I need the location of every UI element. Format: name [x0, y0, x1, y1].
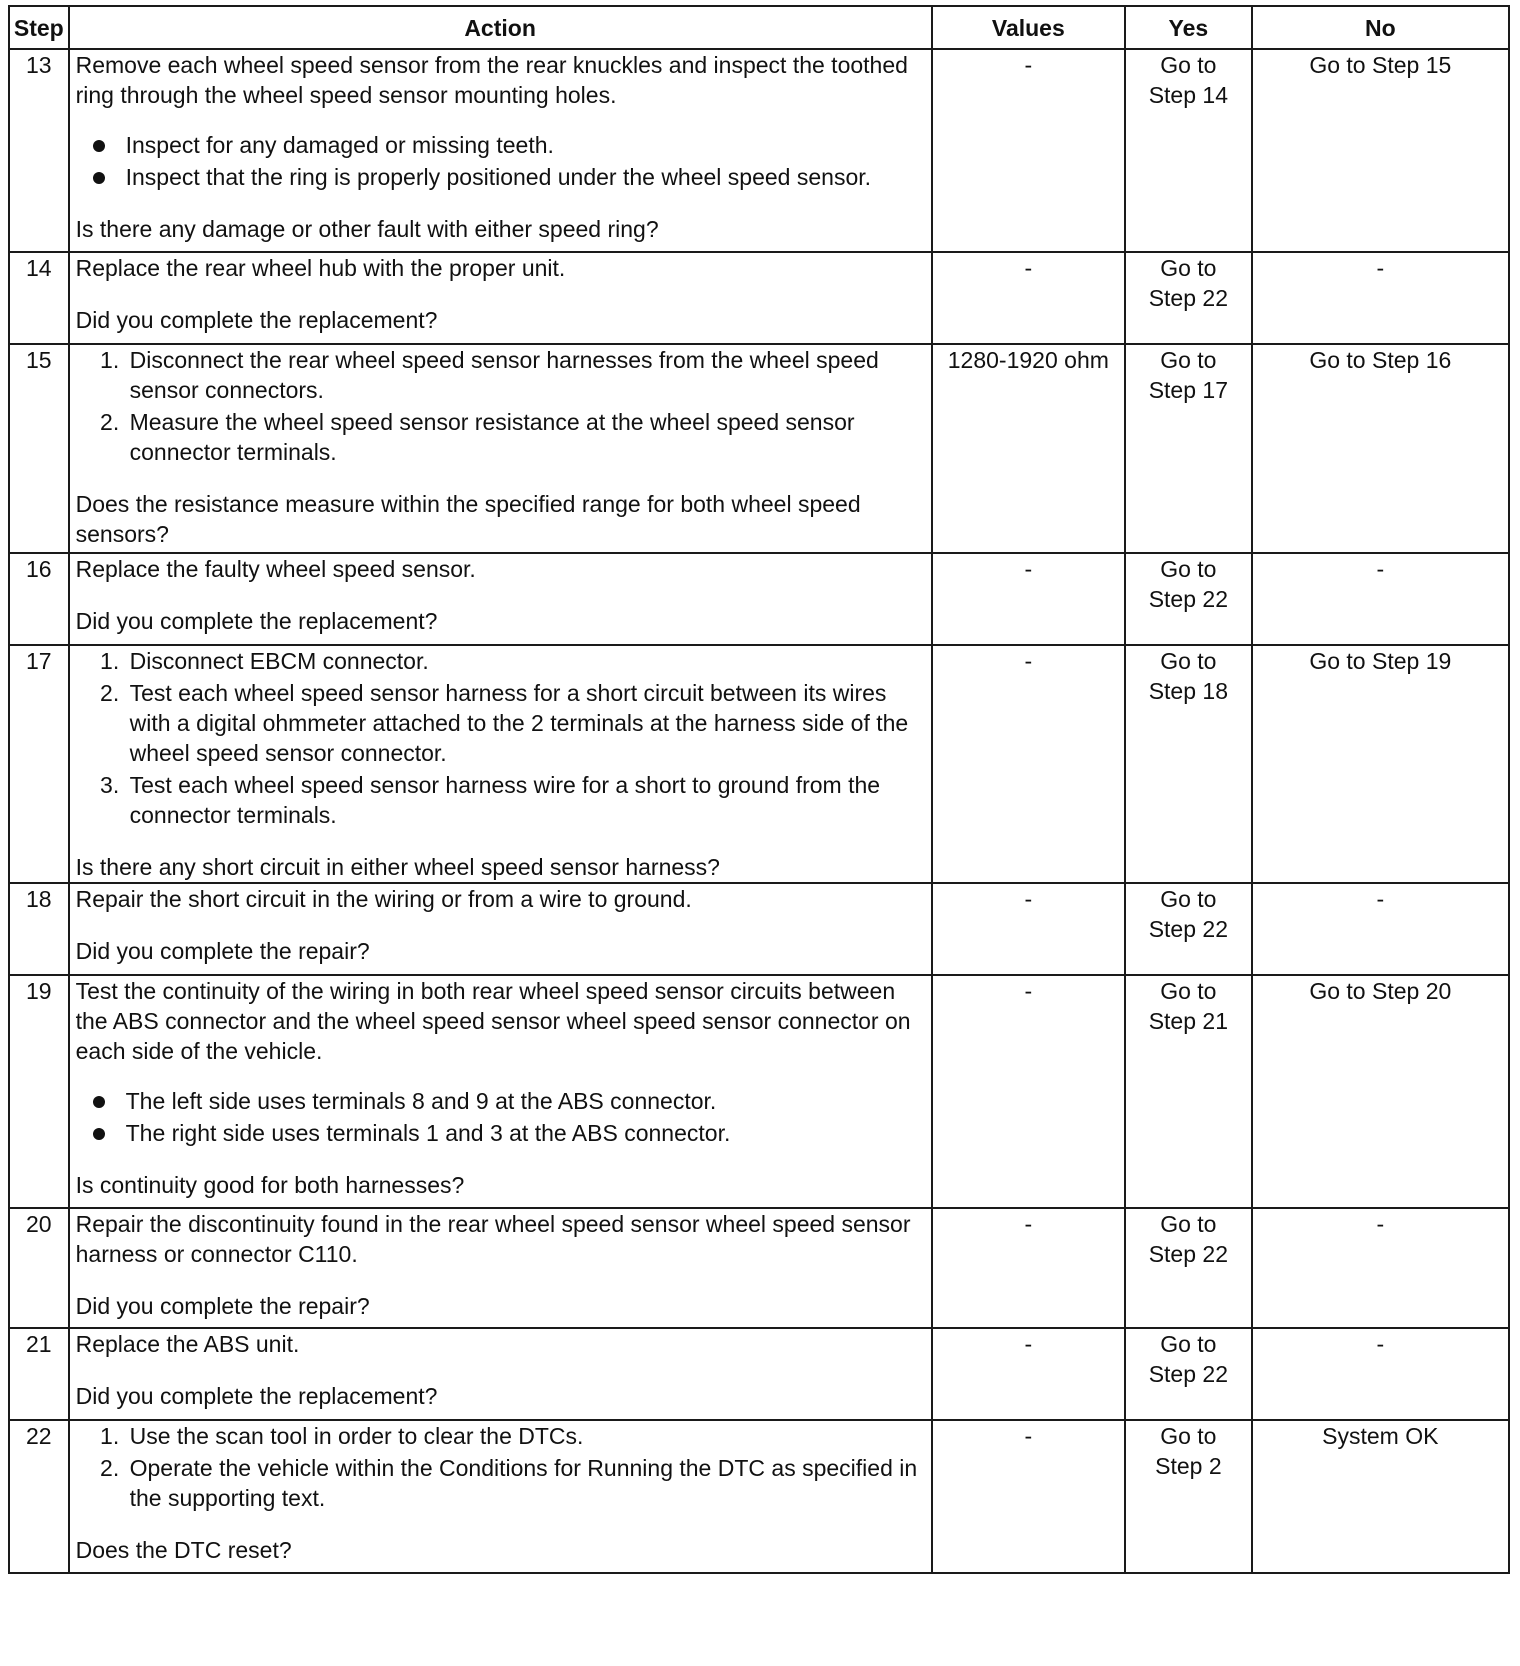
step-number: 19 — [9, 975, 69, 1208]
numbered-item: 3. Test each wheel speed sensor harness wire for a short to ground from the connector terminals. — [126, 770, 925, 830]
yes-goto-text: Step 22 — [1148, 586, 1228, 612]
yes-goto-text: Step 22 — [1148, 916, 1228, 942]
action-cell — [69, 1328, 932, 1420]
table-body — [9, 49, 1509, 1573]
action-cell — [69, 344, 932, 553]
action-question: Did you complete the repair? — [75, 938, 370, 964]
no-cell: Go to Step 16 — [1252, 344, 1509, 553]
step-number: 18 — [9, 883, 69, 975]
yes-goto-text: Go to — [1160, 978, 1217, 1004]
bullet-item — [126, 1086, 925, 1116]
no-cell: - — [1252, 1328, 1509, 1420]
action-question: Did you complete the replacement? — [75, 608, 438, 634]
action-cell — [69, 1420, 932, 1573]
table-row — [9, 1420, 1509, 1573]
yes-cell — [1125, 344, 1252, 553]
action-text: Repair the short circuit in the wiring or from a wire to ground. — [75, 886, 692, 912]
numbered-list — [76, 646, 925, 830]
table-row — [9, 252, 1509, 344]
action-cell — [69, 252, 932, 344]
action-question: Does the DTC reset? — [75, 1537, 292, 1563]
no-cell: - — [1252, 252, 1509, 344]
yes-cell — [1125, 883, 1252, 975]
value-cell: - — [932, 553, 1126, 645]
no-cell: Go to Step 19 — [1252, 645, 1509, 883]
table-row — [9, 883, 1509, 975]
yes-cell — [1125, 975, 1252, 1208]
action-question: Did you complete the replacement? — [75, 307, 438, 333]
action-cell — [69, 49, 932, 252]
bullet-icon — [93, 172, 105, 184]
yes-goto-text: Step 22 — [1148, 285, 1228, 311]
yes-cell — [1125, 49, 1252, 252]
bullet-icon — [93, 1128, 105, 1140]
action-question: Is continuity good for both harnesses? — [75, 1172, 465, 1198]
action-text: Remove each wheel speed sensor from the rear knuckles and inspect the toothed ring through the wheel speed sensor mounting holes. — [75, 52, 908, 108]
header-step: Step — [9, 6, 69, 49]
action-cell — [69, 1208, 932, 1328]
action-text: Test the continuity of the wiring in both rear wheel speed sensor circuits between the ABS connector and the wheel speed sensor wheel speed sensor connector on each side of the vehicle. — [75, 978, 911, 1064]
yes-cell — [1125, 1420, 1252, 1573]
value-cell: 1280-1920 ohm — [932, 344, 1126, 553]
action-text: Repair the discontinuity found in the rear wheel speed sensor wheel speed sensor harness or connector C110. — [75, 1211, 911, 1267]
action-question: Does the resistance measure within the specified range for both wheel speed sensors? — [75, 491, 861, 547]
table-row — [9, 1328, 1509, 1420]
value-cell: - — [932, 645, 1126, 883]
header-no: No — [1252, 6, 1509, 49]
yes-goto-text: Step 14 — [1148, 82, 1228, 108]
action-text: Replace the rear wheel hub with the proper unit. — [75, 255, 566, 281]
yes-goto-text: Go to — [1160, 52, 1217, 78]
diagnostic-table-container — [8, 5, 1510, 1574]
no-cell: Go to Step 20 — [1252, 975, 1509, 1208]
bullet-item — [126, 162, 925, 192]
action-text: Replace the faulty wheel speed sensor. — [75, 556, 476, 582]
bullet-list — [76, 130, 925, 192]
step-number: 14 — [9, 252, 69, 344]
bullet-text: The right side uses terminals 1 and 3 at the ABS connector. — [125, 1120, 731, 1146]
value-cell: - — [932, 1328, 1126, 1420]
header-row — [9, 6, 1509, 49]
bullet-item — [126, 1118, 925, 1148]
bullet-icon — [93, 140, 105, 152]
yes-goto-text: Step 21 — [1148, 1008, 1228, 1034]
action-question: Did you complete the repair? — [75, 1293, 370, 1319]
bullet-icon — [93, 1096, 105, 1108]
action-question: Did you complete the replacement? — [75, 1383, 438, 1409]
yes-goto-text: Step 22 — [1148, 1361, 1228, 1387]
yes-cell — [1125, 1328, 1252, 1420]
bullet-text: Inspect for any damaged or missing teeth. — [125, 132, 554, 158]
no-cell: System OK — [1252, 1420, 1509, 1573]
yes-goto-text: Go to — [1160, 648, 1217, 674]
table-row — [9, 645, 1509, 883]
yes-goto-text: Go to — [1160, 1331, 1217, 1357]
action-cell — [69, 553, 932, 645]
yes-cell — [1125, 252, 1252, 344]
no-cell: - — [1252, 553, 1509, 645]
action-cell — [69, 883, 932, 975]
numbered-list — [76, 1421, 925, 1513]
numbered-item: 2. Measure the wheel speed sensor resistance at the wheel speed sensor connector terminals. — [126, 407, 925, 467]
bullet-text: Inspect that the ring is properly positioned under the wheel speed sensor. — [125, 164, 872, 190]
step-number: 22 — [9, 1420, 69, 1573]
no-cell: Go to Step 15 — [1252, 49, 1509, 252]
numbered-item: 1. Disconnect the rear wheel speed sensor harnesses from the wheel speed sensor connectors. — [126, 345, 925, 405]
action-question: Is there any damage or other fault with either speed ring? — [75, 216, 659, 242]
action-cell — [69, 645, 932, 883]
bullet-text: The left side uses terminals 8 and 9 at the ABS connector. — [125, 1088, 717, 1114]
step-number: 17 — [9, 645, 69, 883]
numbered-item: 1. Disconnect EBCM connector. — [126, 646, 925, 676]
numbered-item: 2. Test each wheel speed sensor harness for a short circuit between its wires with a digital ohmmeter attached to the 2 terminals at the harness side of the wheel speed sensor connector. — [126, 678, 925, 768]
header-values: Values — [932, 6, 1126, 49]
value-cell: - — [932, 1208, 1126, 1328]
value-cell: - — [932, 975, 1126, 1208]
value-cell: - — [932, 883, 1126, 975]
action-cell — [69, 975, 932, 1208]
bullet-list — [76, 1086, 925, 1148]
yes-cell — [1125, 553, 1252, 645]
no-cell: - — [1252, 883, 1509, 975]
bullet-item — [126, 130, 925, 160]
action-text: Replace the ABS unit. — [75, 1331, 300, 1357]
step-number: 20 — [9, 1208, 69, 1328]
numbered-item: 1. Use the scan tool in order to clear the DTCs. — [126, 1421, 925, 1451]
action-question: Is there any short circuit in either wheel speed sensor harness? — [75, 854, 720, 880]
yes-goto-text: Step 18 — [1148, 678, 1228, 704]
header-action: Action — [69, 6, 932, 49]
header-yes: Yes — [1125, 6, 1252, 49]
table-row — [9, 1208, 1509, 1328]
step-number: 21 — [9, 1328, 69, 1420]
step-number: 13 — [9, 49, 69, 252]
table-row — [9, 49, 1509, 252]
yes-goto-text: Go to — [1160, 255, 1217, 281]
numbered-list — [76, 345, 925, 467]
yes-goto-text: Go to — [1160, 1211, 1217, 1237]
diagnostic-table — [8, 5, 1510, 1574]
table-row — [9, 975, 1509, 1208]
no-cell: - — [1252, 1208, 1509, 1328]
yes-cell — [1125, 1208, 1252, 1328]
yes-goto-text: Step 22 — [1148, 1241, 1228, 1267]
step-number: 15 — [9, 344, 69, 553]
yes-goto-text: Go to — [1160, 1423, 1217, 1449]
table-row — [9, 553, 1509, 645]
yes-goto-text: Go to — [1160, 556, 1217, 582]
step-number: 16 — [9, 553, 69, 645]
yes-goto-text: Step 2 — [1155, 1453, 1222, 1479]
yes-goto-text: Step 17 — [1148, 377, 1228, 403]
yes-goto-text: Go to — [1160, 886, 1217, 912]
yes-goto-text: Go to — [1160, 347, 1217, 373]
value-cell: - — [932, 252, 1126, 344]
value-cell: - — [932, 49, 1126, 252]
numbered-item: 2. Operate the vehicle within the Conditions for Running the DTC as specified in the supporting text. — [126, 1453, 925, 1513]
yes-cell — [1125, 645, 1252, 883]
value-cell: - — [932, 1420, 1126, 1573]
table-row — [9, 344, 1509, 553]
